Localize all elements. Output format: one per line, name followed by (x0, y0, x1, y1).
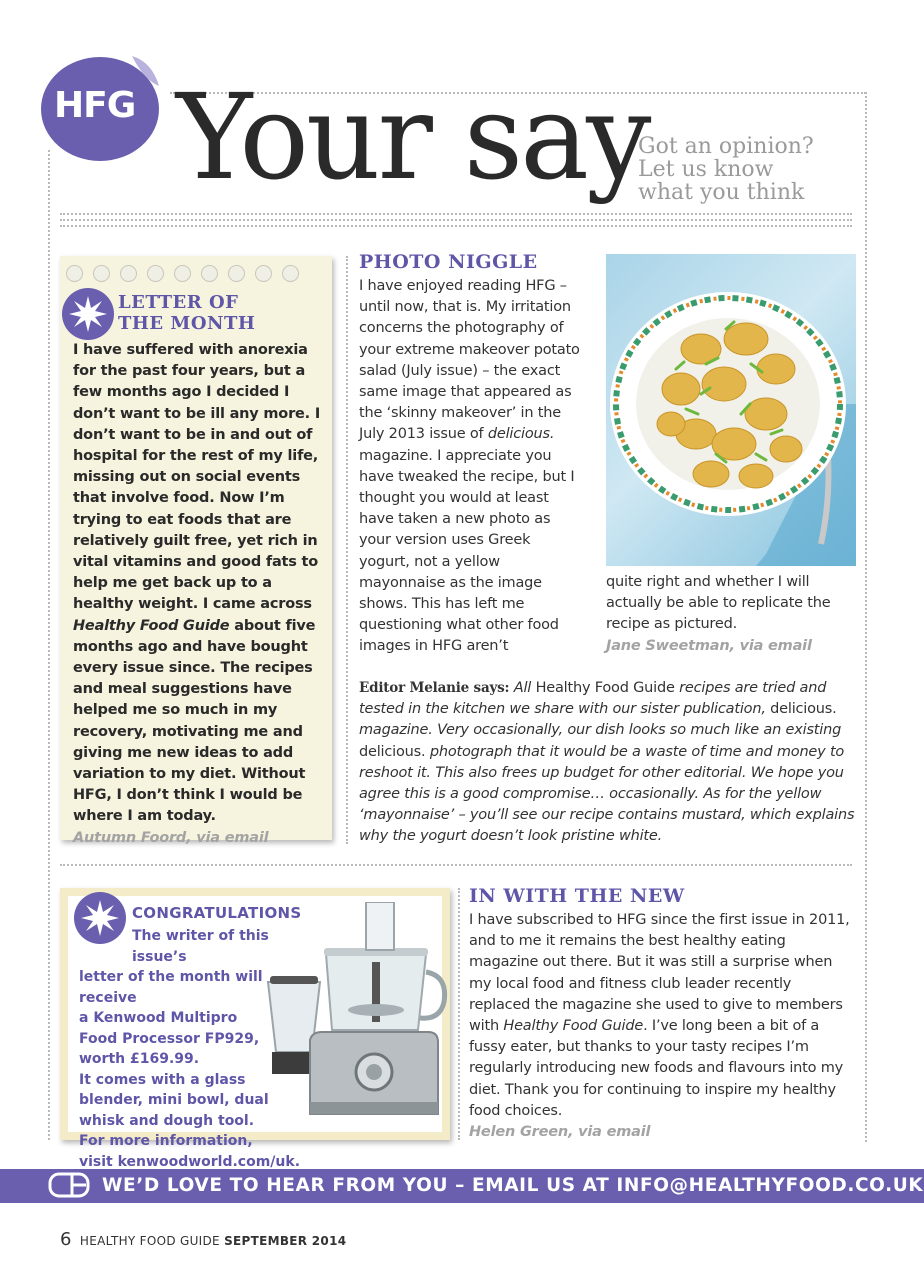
letter-of-month-body (73, 340, 328, 849)
frame-right-dots (865, 92, 867, 1142)
page-footer (60, 1229, 346, 1250)
letter-signature: Autumn Foord, via email (73, 829, 269, 846)
editor-normal-1: Healthy Food Guide (535, 680, 675, 696)
binder-hole (282, 265, 299, 282)
congrats-line: The writer of this issue’s (132, 928, 269, 965)
congrats-line: worth £169.99. (79, 1051, 200, 1067)
potato-salad-image (606, 254, 856, 566)
tagline-line-2: Let us know (638, 157, 774, 182)
congrats-line: letter of the month will receive (79, 969, 263, 1006)
new-text: I have subscribed to HFG since the first issue in 2011, and to me it remains the best healthy eating magazine out there. But it was still a surprise when my local food and fitness club leader recently replaced the magazine she used to give to members with (469, 912, 850, 1035)
editor-italic-4: photograph that it would be a waste of time and money to reshoot it. This also frees up budget for other editorial. We hope you agree this is a good compromise… occasionally. As for the yellow ‘mayonnaise’ – you’ll see our recipe contains mustard, which explains why the yogurt doesn’t look pristine white. (359, 743, 855, 845)
contact-banner-text[interactable]: WE’D LOVE TO HEAR FROM YOU – EMAIL US AT INFO@HEALTHYFOOD.CO.UK (102, 1175, 924, 1196)
niggle-text-cont: magazine. I appreciate you have tweaked the recipe, but I thought you would at least have taken a new photo as your version uses Greek yogurt, not a yellow mayonnaise as the image shows. This has left me questioning what other food images in HFG aren’t (359, 447, 575, 655)
hfg-badge-label: HFG (54, 85, 136, 126)
hfg-logo-badge (40, 52, 162, 162)
section-divider-dots (60, 864, 852, 866)
congrats-line: For more information, (79, 1133, 253, 1149)
binder-hole (201, 265, 218, 282)
in-with-new-body (469, 910, 854, 1143)
congrats-link[interactable]: visit kenwoodworld.com/uk. (79, 1153, 301, 1170)
letter-text: I have suffered with anorexia for the past four years, but a few months ago I decided I don’t want to be ill any more. I don’t want to be in and out of hospital for the rest of my life, missing out on social events that involve food. Now I’m trying to eat foods that are relatively guilt free, yet rich in vital vitamins and good fats to help me get back up to a healthy weight. I came across (73, 342, 321, 613)
new-italic: Healthy Food Guide (503, 1018, 644, 1035)
publication-name: HEALTHY FOOD GUIDE (79, 1234, 220, 1248)
page-title: Your say (176, 68, 649, 206)
header-rule-1 (60, 213, 852, 215)
lower-divider-dots (458, 888, 460, 1140)
niggle-signature: Jane Sweetman, via email (606, 637, 812, 654)
page-number: 6 (60, 1229, 72, 1250)
binder-holes (66, 265, 299, 282)
binder-hole (174, 265, 191, 282)
congratulations-title: CONGRATULATIONS (132, 904, 302, 922)
tagline-line-3: what you think (638, 180, 805, 205)
page-tagline (638, 135, 814, 204)
editor-normal-2: delicious. (770, 701, 837, 718)
editor-italic-1: All (513, 680, 532, 696)
congrats-line: It comes with a glass (79, 1071, 246, 1088)
letter-italic: Healthy Food Guide (73, 617, 230, 634)
potato-salad-photo (606, 254, 856, 566)
niggle-continued-text: quite right and whether I will actually be able to replicate the recipe as pictured. (606, 574, 831, 633)
photo-niggle-continued (606, 572, 856, 657)
niggle-italic: delicious. (487, 426, 555, 443)
header-rule-3 (60, 225, 852, 227)
editor-italic-2: recipes are tried and tested in the kitchen we share with our sister publication, (359, 680, 827, 718)
heading-line-2: THE MONTH (118, 313, 256, 334)
editor-normal-3: delicious. (359, 743, 426, 760)
editor-italic-3: magazine. Very occasionally, our dish looks so much like an existing (359, 722, 842, 739)
editor-label: Editor Melanie says: (359, 680, 510, 696)
photo-niggle-body (359, 276, 584, 658)
letter-text-cont: about five months ago and have bought every issue since. The recipes and meal suggestions have helped me so much in my recovery, motivating me and giving me new ideas to add variation to my diet. Without HFG, I don’t think I would be where I am today. (73, 617, 316, 825)
binder-hole (255, 265, 272, 282)
heading-line-1: LETTER OF (118, 292, 239, 313)
binder-hole (120, 265, 137, 282)
niggle-text: I have enjoyed reading HFG – until now, that is. My irritation concerns the photography of your extreme makeover potato salad (July issue) – the exact same image that appeared as the ‘skinny makeover’ in the July 2013 issue of (359, 278, 580, 443)
in-with-new-heading: IN WITH THE NEW (469, 885, 685, 907)
star-burst-icon (62, 288, 114, 340)
congratulations-text (79, 926, 319, 1172)
header-rule-2 (60, 219, 852, 221)
congrats-line: blender, mini bowl, dual (79, 1092, 269, 1108)
column-divider-dots (346, 256, 348, 844)
congrats-line: Food Processor FP929, (79, 1030, 260, 1047)
editor-reply (359, 678, 859, 848)
congrats-line: whisk and dough tool. (79, 1112, 255, 1129)
binder-hole (66, 265, 83, 282)
frame-left-dots (48, 150, 50, 1140)
tagline-line-1: Got an opinion? (638, 134, 814, 159)
binder-hole (147, 265, 164, 282)
star-badge-icon (62, 288, 114, 340)
letter-of-month-heading (118, 292, 255, 334)
binder-hole (93, 265, 110, 282)
issue-date: SEPTEMBER 2014 (224, 1234, 347, 1248)
binder-hole (228, 265, 245, 282)
envelope-bubble-icon (48, 1172, 92, 1200)
speech-bubble-icon (48, 1172, 92, 1204)
photo-niggle-heading: PHOTO NIGGLE (359, 251, 538, 273)
new-text-cont: . I’ve long been a bit of a fussy eater, but thanks to your tasty recipes I’m regularly introducing new foods and flavours into my diet. Thank you for continuing to inspire my healthy food choices. (469, 1018, 844, 1119)
new-signature: Helen Green, via email (469, 1124, 651, 1141)
congrats-line: a Kenwood Multipro (79, 1010, 238, 1026)
